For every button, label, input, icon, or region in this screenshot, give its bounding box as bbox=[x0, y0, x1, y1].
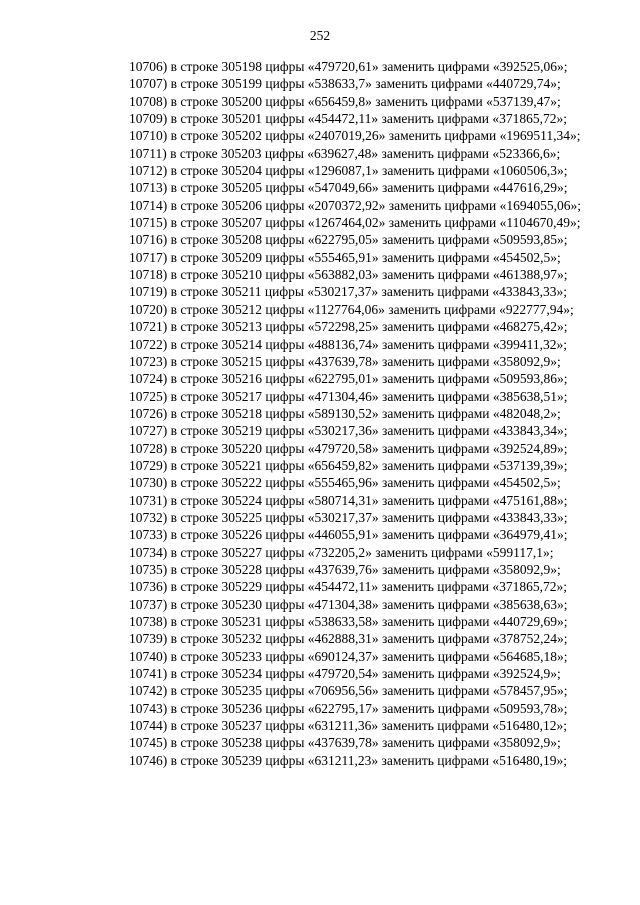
amendment-item: 10713) в строке 305205 цифры «547049,66» заменить цифрами «447616,29»; bbox=[129, 180, 568, 196]
amendment-item: 10744) в строке 305237 цифры «631211,36» заменить цифрами «516480,12»; bbox=[129, 718, 567, 734]
amendment-item: 10728) в строке 305220 цифры «479720,58» заменить цифрами «392524,89»; bbox=[129, 440, 568, 456]
amendment-item: 10719) в строке 305211 цифры «530217,37» заменить цифрами «433843,33»; bbox=[129, 284, 567, 300]
amendment-item: 10722) в строке 305214 цифры «488136,74» заменить цифрами «399411,32»; bbox=[129, 336, 567, 352]
amendment-item: 10742) в строке 305235 цифры «706956,56» заменить цифрами «578457,95»; bbox=[129, 683, 568, 699]
amendment-item: 10740) в строке 305233 цифры «690124,37» заменить цифрами «564685,18»; bbox=[129, 648, 568, 664]
amendment-item: 10721) в строке 305213 цифры «572298,25» заменить цифрами «468275,42»; bbox=[129, 319, 568, 335]
amendment-item: 10725) в строке 305217 цифры «471304,46» заменить цифрами «385638,51»; bbox=[129, 388, 568, 404]
amendment-item: 10741) в строке 305234 цифры «479720,54» заменить цифрами «392524,9»; bbox=[129, 666, 561, 682]
amendment-item: 10735) в строке 305228 цифры «437639,76» заменить цифрами «358092,9»; bbox=[129, 561, 561, 577]
amendment-item: 10724) в строке 305216 цифры «622795,01» заменить цифрами «509593,86»; bbox=[129, 371, 568, 387]
amendment-item: 10737) в строке 305230 цифры «471304,38» заменить цифрами «385638,63»; bbox=[129, 596, 568, 612]
amendment-item: 10720) в строке 305212 цифры «1127764,06» заменить цифрами «922777,94»; bbox=[129, 301, 574, 317]
amendment-item: 10712) в строке 305204 цифры «1296087,1» заменить цифрами «1060506,3»; bbox=[129, 163, 568, 179]
amendment-item: 10707) в строке 305199 цифры «538633,7» заменить цифрами «440729,74»; bbox=[129, 76, 561, 92]
amendment-item: 10723) в строке 305215 цифры «437639,78» заменить цифрами «358092,9»; bbox=[129, 353, 561, 369]
amendment-item: 10706) в строке 305198 цифры «479720,61» заменить цифрами «392525,06»; bbox=[129, 59, 568, 74]
amendment-item: 10711) в строке 305203 цифры «639627,48» заменить цифрами «523366,6»; bbox=[129, 145, 561, 161]
amendment-item: 10732) в строке 305225 цифры «530217,37» заменить цифрами «433843,33»; bbox=[129, 509, 568, 525]
amendment-item: 10730) в строке 305222 цифры «555465,96» заменить цифрами «454502,5»; bbox=[129, 475, 561, 491]
amendment-item: 10738) в строке 305231 цифры «538633,58» заменить цифрами «440729,69»; bbox=[129, 614, 568, 629]
amendment-item: 10739) в строке 305232 цифры «462888,31» заменить цифрами «378752,24»; bbox=[129, 631, 568, 647]
amendment-item: 10710) в строке 305202 цифры «2407019,26» заменить цифрами «1969511,34»; bbox=[129, 128, 581, 144]
amendment-item: 10746) в строке 305239 цифры «631211,23» заменить цифрами «516480,19»; bbox=[129, 752, 567, 768]
amendment-item: 10715) в строке 305207 цифры «1267464,02» заменить цифрами «1104670,49»; bbox=[129, 215, 581, 231]
amendment-item: 10745) в строке 305238 цифры «437639,78» заменить цифрами «358092,9»; bbox=[129, 735, 561, 751]
amendment-item: 10729) в строке 305221 цифры «656459,82» заменить цифрами «537139,39»; bbox=[129, 457, 568, 473]
amendment-item: 10733) в строке 305226 цифры «446055,91» заменить цифрами «364979,41»; bbox=[129, 527, 568, 543]
amendment-item: 10731) в строке 305224 цифры «580714,31» заменить цифрами «475161,88»; bbox=[129, 492, 568, 508]
amendment-item: 10714) в строке 305206 цифры «2070372,92» заменить цифрами «1694055,06»; bbox=[129, 197, 581, 213]
amendment-item: 10743) в строке 305236 цифры «622795,17» заменить цифрами «509593,78»; bbox=[129, 700, 568, 716]
page-number: 252 bbox=[309, 28, 331, 43]
document-body bbox=[92, 58, 600, 769]
amendment-item: 10709) в строке 305201 цифры «454472,11» заменить цифрами «371865,72»; bbox=[129, 111, 567, 127]
amendment-item: 10727) в строке 305219 цифры «530217,36» заменить цифрами «433843,34»; bbox=[129, 423, 568, 439]
amendment-item: 10717) в строке 305209 цифры «555465,91» заменить цифрами «454502,5»; bbox=[129, 249, 561, 265]
amendment-item: 10716) в строке 305208 цифры «622795,05» заменить цифрами «509593,85»; bbox=[129, 232, 568, 248]
amendment-item: 10734) в строке 305227 цифры «732205,2» заменить цифрами «599117,1»; bbox=[129, 544, 554, 560]
amendment-item: 10736) в строке 305229 цифры «454472,11» заменить цифрами «371865,72»; bbox=[129, 579, 567, 595]
amendment-item: 10718) в строке 305210 цифры «563882,03» заменить цифрами «461388,97»; bbox=[129, 267, 568, 283]
amendment-item: 10726) в строке 305218 цифры «589130,52» заменить цифрами «482048,2»; bbox=[129, 405, 561, 421]
amendment-item: 10708) в строке 305200 цифры «656459,8» заменить цифрами «537139,47»; bbox=[129, 93, 561, 109]
